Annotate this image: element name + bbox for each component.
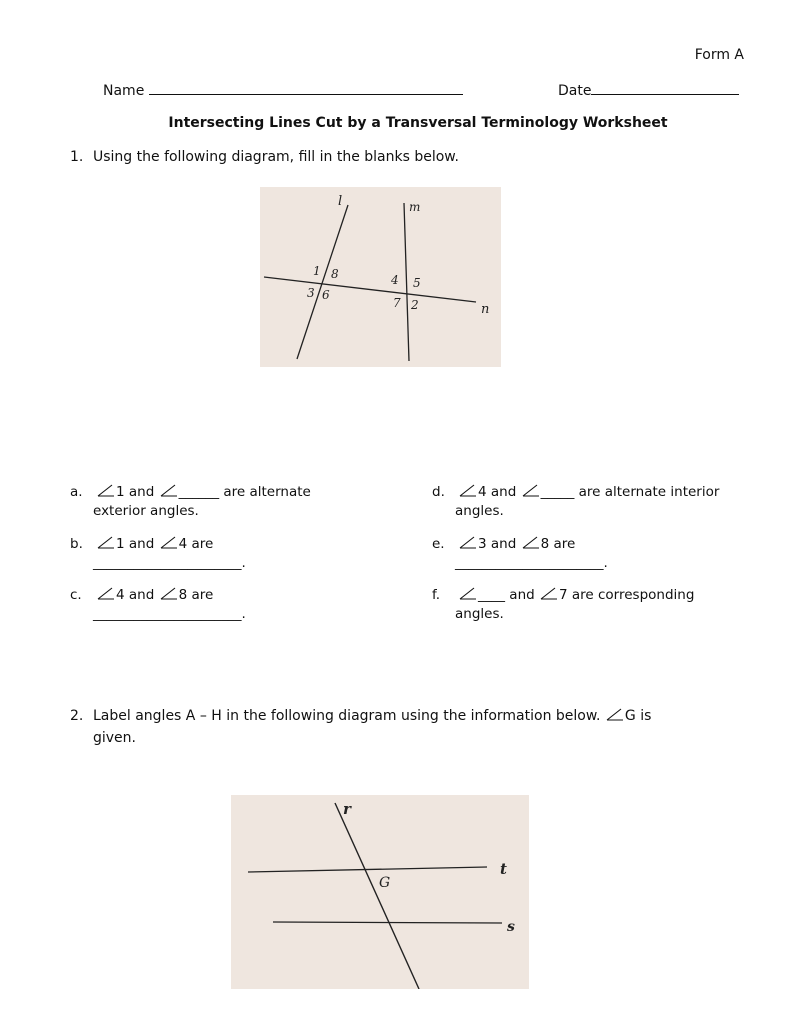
date-blank[interactable] [591,80,739,95]
line-m [404,203,409,361]
part-c-text-2: 8 are [178,587,214,603]
angle-label-5: 5 [413,276,421,290]
angle-icon [521,484,541,497]
line-r [335,803,419,989]
part-letter-e: e. [432,536,445,552]
part-b-text-2: 4 are [178,536,214,552]
answer-blank-e[interactable]: ______________________. [455,555,608,571]
part-d-line2: angles. [455,503,504,519]
diagram-2-svg [231,795,529,989]
line-s [273,922,502,923]
date-label: Date [558,83,592,99]
answer-blank-c[interactable]: ______________________. [93,606,246,622]
label-t: t [500,860,507,878]
angle-icon [521,536,541,549]
answer-blank-d[interactable]: _____ [540,484,575,500]
q2-prompt-line1 [93,707,733,725]
label-r: r [343,800,351,818]
label-l: l [338,194,343,209]
part-d-text-1: 4 and [478,484,521,500]
q2-prompt-line2: given. [93,730,136,746]
angle-icon [458,536,478,549]
answer-blank-b[interactable]: ______________________. [93,555,246,571]
part-f-line2: angles. [455,606,504,622]
part-a-text-2: are alternate [219,484,311,500]
worksheet-title: Intersecting Lines Cut by a Transversal Terminology Worksheet [168,115,668,131]
q2-prompt-text: Label angles A – H in the following diagram using the information below. [93,708,605,724]
q1-part-c-line1 [70,586,400,605]
name-blank[interactable] [149,80,463,95]
angle-label-7: 7 [393,296,401,310]
q1-part-e-line1 [432,535,782,554]
q1-prompt: Using the following diagram, fill in the blanks below. [93,149,459,165]
part-letter-c: c. [70,587,82,603]
angle-label-G: G [379,875,391,891]
q1-part-a-line1 [70,483,400,502]
part-e-text-1: 3 and [478,536,521,552]
q1-part-f [432,586,782,624]
angle-label-2: 2 [411,298,419,312]
part-letter-b: b. [70,536,83,552]
angle-icon [458,484,478,497]
angle-icon [159,484,179,497]
q2-prompt [93,707,733,747]
date-field[interactable] [558,80,739,100]
name-label: Name [103,83,149,99]
q1-part-a [70,483,400,521]
angle-label-6: 6 [322,288,330,302]
q1-part-d [432,483,782,521]
part-e-text-2: 8 are [540,536,576,552]
angle-icon [96,536,116,549]
label-m: m [409,200,421,214]
label-s: s [507,919,515,935]
form-label: Form A [694,47,744,63]
diagram-1-svg [260,187,501,367]
angle-label-3: 3 [307,286,315,300]
label-n: n [481,302,490,317]
part-letter-d: d. [432,484,445,500]
angle-label-4: 4 [391,273,399,287]
answer-blank-a[interactable]: ______ [178,484,220,500]
q1-part-b-line1 [70,535,400,554]
part-a-line2: exterior angles. [93,503,199,519]
angle-icon [96,587,116,600]
part-letter-a: a. [70,484,83,500]
q1-part-d-line1 [432,483,782,502]
part-b-text-1: 1 and [116,536,159,552]
angle-icon [159,587,179,600]
angle-label-8: 8 [331,267,339,281]
part-letter-f: f. [432,587,441,603]
part-a-text-1: 1 and [116,484,159,500]
angle-icon [159,536,179,549]
part-f-text-2: 7 are corresponding [558,587,695,603]
part-c-text-1: 4 and [116,587,159,603]
angle-icon [96,484,116,497]
q2-prompt-text-2: G is [624,708,652,724]
part-f-text-1: and [505,587,539,603]
q1-number: 1. [70,149,84,165]
q1-part-c [70,586,400,624]
q1-part-b [70,535,400,573]
q2-number: 2. [70,708,84,724]
line-t [248,867,487,872]
q1-part-f-line1 [432,586,782,605]
q1-part-e [432,535,782,573]
angle-label-1: 1 [313,264,321,278]
name-field[interactable] [103,80,463,100]
angle-icon [458,587,478,600]
diagram-1 [260,187,501,367]
angle-icon [605,708,625,721]
angle-icon [539,587,559,600]
part-d-text-2: are alternate interior [574,484,720,500]
line-n [264,277,476,302]
diagram-2 [231,795,529,989]
answer-blank-f[interactable]: ____ [478,587,505,603]
